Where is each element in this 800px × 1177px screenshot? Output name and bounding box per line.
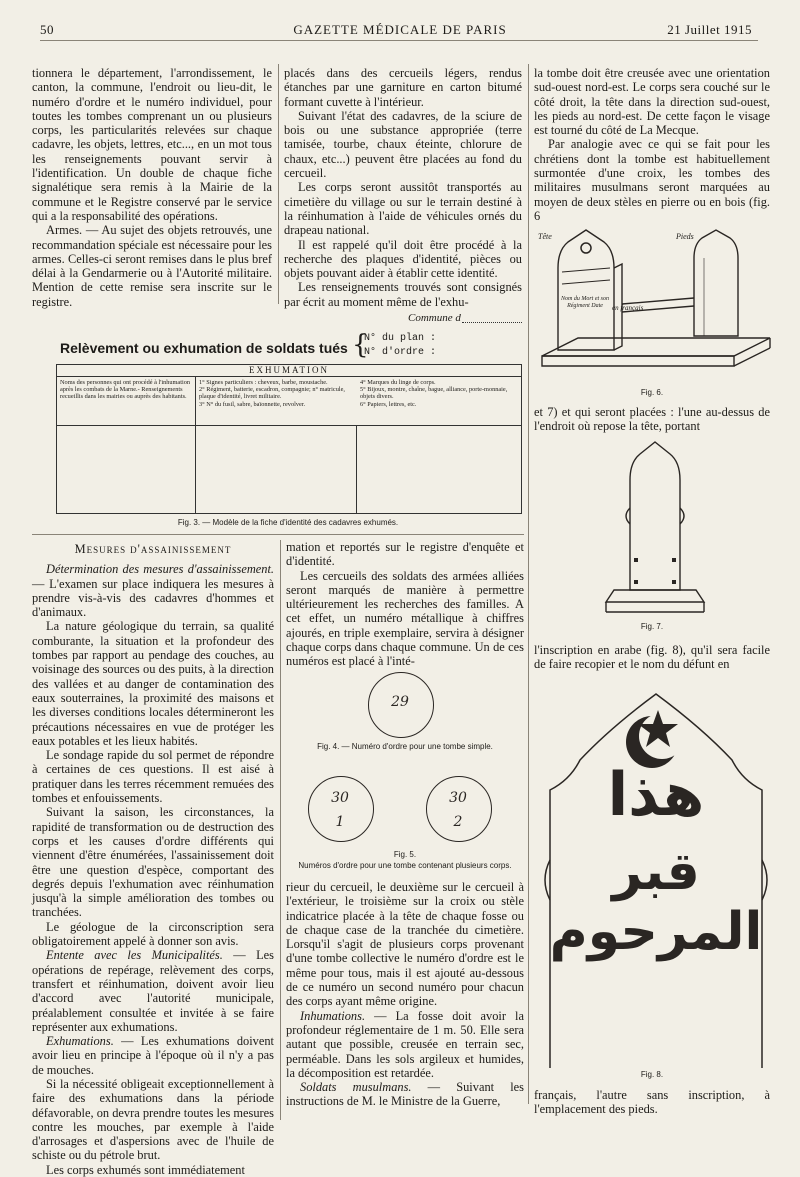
paragraph: La nature géologique du terrain, sa qualité comburante, la situation et la profondeur des tombes par rapport au pendage des couches, au voisinage des sources ou des puits, à la direction des vallées et au danger de contamination des eaux souterraines, la proximité des maisons et les diverses conditions locales détermineront les précautions nécessaires en vue de protéger les eaux potables et les lieux habités. xyxy=(32,619,274,748)
form-column-a: Noms des personnes qui ont procédé à l'inhumation après les combats de la Marne.- Renseignements recueillis dans les mairies ou auprès des habitants. xyxy=(60,379,191,401)
section-rule xyxy=(32,534,524,535)
fig5-disc-1 xyxy=(308,776,374,842)
fig5-disc-1-bottom: 1 xyxy=(335,814,345,830)
column-rule xyxy=(280,540,281,1120)
paragraph: placés dans des cercueils légers, rendus étanches par une garniture en carton bitumé formant cuvette à l'intérieur. xyxy=(284,66,522,109)
bottom-column-2-top xyxy=(286,540,524,669)
form-column-b xyxy=(196,377,356,410)
head-stele xyxy=(558,230,614,350)
section-heading: Mesures d'assainissement xyxy=(74,542,232,556)
fig5-disc-1-top: 30 xyxy=(331,790,349,806)
identity-form xyxy=(56,364,522,514)
form-item: 3° N° du fusil, sabre, baïonnette, revolver. xyxy=(199,400,306,408)
subheading: Entente avec les Municipalités. xyxy=(46,948,223,963)
form-divider xyxy=(356,425,357,513)
issue-date: 21 Juillet 1915 xyxy=(667,22,752,37)
fig6-label-francais: en français xyxy=(612,304,644,312)
fig6-label-tete: Tête xyxy=(538,232,552,241)
subheading: Exhumations. xyxy=(46,1034,114,1049)
paragraph: Suivant l'état des cadavres, de la sciure de bois ou une substance appropriée (terre tamisée, tourbe, chaux éteinte, chlorure de chaux, etc...) peuvent être placées au fond du cercueil. xyxy=(284,108,522,181)
fig6-base xyxy=(542,338,770,356)
paragraph: Les cercueils des soldats des armées alliées seront marqués de manière à permettre ultérieurement les recherches des familles. A cet effet, un numéro métallique à chiffres ajourés, en triple exemplaire, servira à désigner chaque corps dans chaque commune. Un de ces numéros est placé à l'inté- xyxy=(286,568,524,669)
paragraph: Les renseignements trouvés sont consignés par écrit au moment même de l'exhu- xyxy=(284,280,522,309)
subheading: Détermination des mesures d'assainissement. xyxy=(46,562,274,577)
form-item: 6° Papiers, lettres, etc. xyxy=(360,400,417,408)
fig6-stele-text: Nom du Mort et son Régiment Date xyxy=(561,296,609,309)
fig7-stele xyxy=(600,440,710,620)
fig6-caption: Fig. 6. xyxy=(640,388,664,397)
paragraph: Le sondage rapide du sol permet de répondre à certaines de ces questions. Il est aisé à pratiquer dans les terres récemment remuées des tombes et enfouissements. xyxy=(32,748,274,806)
fig7-caption: Fig. 7. xyxy=(640,622,664,631)
foot-stele xyxy=(694,230,738,336)
column-rule-right xyxy=(528,64,529,1104)
form-column-c xyxy=(357,377,521,410)
paragraph: Soldats musulmans. — Suivant les instructions de M. le Ministre de la Guerre, xyxy=(286,1080,525,1109)
paragraph-armes: Armes. — Au sujet des objets retrouvés, une recommandation spéciale est nécessaire pour les armes. Celles-ci seront remises dans le plus bref délai à la Gendarmerie ou à l'Autorité militaire. Mention de cette remise sera inscrite sur le registre. xyxy=(32,223,272,309)
paragraph: et 7) et qui seront placées : l'une au-dessus de l'endroit où repose la tête, portant xyxy=(534,405,770,434)
fig5-disc-2-bottom: 2 xyxy=(453,814,463,830)
paragraph: Exhumations. — Les exhumations doivent avoir lieu en principe à l'époque où il n'y a pas de mouches. xyxy=(32,1034,274,1077)
order-label: N° d'ordre : xyxy=(364,347,437,358)
fig4-caption: Fig. 4. — Numéro d'ordre pour une tombe simple. xyxy=(317,742,493,751)
paragraph: Par analogie avec ce qui se fait pour les chrétiens dont la tombe est habituellement surmontée d'une croix, les tombes des militaires musulmans seront marquées au moyen de deux stèles en pierre ou en bois (fig. 6 xyxy=(534,137,770,223)
paragraph: la tombe doit être creusée avec une orientation sud-ouest nord-est. Le corps sera couché sur le côté droit, la tête dans la direction sud-ouest, les pieds au nord-est. De cette façon le visage est tourné du côté de La Mecque. xyxy=(534,66,770,138)
subheading: Soldats musulmans. xyxy=(300,1080,412,1095)
paragraph: Le géologue de la circonscription sera obligatoirement appelé à donner son avis. xyxy=(32,919,274,949)
form-item: 2° Régiment, batterie, escadron, compagnie; n° matricule, plaque d'identité, livret militaire. xyxy=(199,386,345,401)
page-number: 50 xyxy=(40,22,54,37)
top-column-2 xyxy=(284,66,522,310)
top-column-1 xyxy=(32,66,272,309)
commune-dotted-line xyxy=(462,322,522,323)
paragraph: tionnera le département, l'arrondissement, le canton, la commune, l'endroit ou lieu-dit, le numéro d'ordre et le numéro individuel, pour toutes les tombes comprenant un ou plusieurs corps, les particularités relevées sur chaque cadavre, les objets, lettres, etc..., en un mot tous les renseignements pouvant servir à l'identification. Un double de chaque fiche signalétique sera remis à la Mairie de la commune et le Registre conservé par le service qui a la responsabilité des opérations. xyxy=(32,66,272,223)
form-row-line xyxy=(57,425,521,426)
form-title: Relèvement ou exhumation de soldats tués xyxy=(60,340,348,356)
fig4-number: 29 xyxy=(391,694,409,710)
right-column-last xyxy=(534,1088,770,1120)
form-item: 1° Signes particuliers : cheveux, barbe, moustache. xyxy=(199,379,328,386)
paragraph: rieur du cercueil, le deuxième sur le cercueil à l'extérieur, le troisième sur la croix ou stèle indicatrice placée à la tête de chaque fosse ou de chaque case de la tranchée du cimetière. Lorsqu'il s'agit de plusieurs corps provenant d'une tombe collective le numéro d'ordre est le même pour tous, mais il est ajouté au-dessous de ce numéro un second numéro pour chacun des corps ayant même origine. xyxy=(286,880,524,1009)
paragraph: Les corps exhumés sont immédiatement xyxy=(46,1162,245,1177)
paragraph: Détermination des mesures d'assainissement. — L'examen sur place indiquera les mesures à prendre vis-à-vis des cadavres d'hommes et d'animaux. xyxy=(32,562,274,620)
journal-title: GAZETTE MÉDICALE DE PARIS xyxy=(293,22,507,37)
paragraph: Inhumations. — La fosse doit avoir la profondeur réglementaire de 1 m. 50. Elle sera autant que possible, creusée en terrain sec, perméable. Dans les sols argileux et humides, la décomposition est retardée. xyxy=(286,1008,524,1080)
fig8-arabic-line-2: قبر المرحوم xyxy=(549,842,763,962)
form-item: 5° Bijoux, montre, chaîne, bague, alliance, porte-monnaie, objets divers. xyxy=(360,386,508,401)
right-column-top xyxy=(534,66,770,223)
fig3-caption: Fig. 3. — Modèle de la fiche d'identité des cadavres exhumés. xyxy=(177,518,399,527)
subheading: Inhumations. xyxy=(300,1008,366,1023)
right-column-mid xyxy=(534,405,770,437)
fig5-caption: Fig. 5. xyxy=(393,850,417,859)
fig6-label-pieds: Pieds xyxy=(676,232,694,241)
fig5-caption-detail: Numéros d'ordre pour une tombe contenant plusieurs corps. xyxy=(298,861,512,870)
bottom-column-2-bottom xyxy=(286,880,524,1120)
form-brace: { xyxy=(352,330,369,360)
paragraph: Il est rappelé qu'il doit être procédé à la recherche des plaques d'identité, pièces ou objets pouvant aider à établir cette identité. xyxy=(284,237,522,281)
form-item: 4° Marques du linge de corps. xyxy=(360,379,436,386)
paragraph: Les corps seront aussitôt transportés au cimetière du village ou sur le terrain destiné à la réinhumation à l'aide de véhicules ornés du drapeau national. xyxy=(284,180,522,238)
paragraph: Suivant la saison, les circonstances, la rapidité de transformation ou de destruction des corps et les causes d'ordre différents qui viennent d'être énumérées, l'assainissement doit être une question d'espèce, comportant des degrés depuis l'exhumation avec réinhumation jusqu'à la simple amélioration des tombes ou tranchées. xyxy=(32,805,274,920)
fig8-arabic-line-1: هذا xyxy=(607,760,705,830)
paragraph: l'inscription en arabe (fig. 8), qu'il sera facile de faire recopier et le nom du défunt en xyxy=(534,643,770,672)
header-rule xyxy=(40,40,758,41)
fig5-disc-2-top: 30 xyxy=(449,790,467,806)
fig8-caption: Fig. 8. xyxy=(640,1070,664,1079)
commune-label: Commune d xyxy=(408,312,461,324)
right-column-after-fig7 xyxy=(534,643,770,675)
column-rule xyxy=(278,64,279,304)
paragraph: Si la nécessité obligeait exceptionnellement à faire des exhumations dans la période défavorable, on devra prendre toutes les mesures contre les mouches, par exemple à l'aide d'arrosages et d'aspersions avec de l'huile de schiste ou du pétrole brut. xyxy=(32,1076,274,1163)
paragraph: français, l'autre sans inscription, à l'emplacement des pieds. xyxy=(534,1088,770,1117)
fig5-disc-2 xyxy=(426,776,492,842)
form-plan-number xyxy=(364,332,436,360)
paragraph: Entente avec les Municipalités. — Les opérations de repérage, relèvement des corps, transfert et réinhumation, doivent avoir lieu d'accord avec l'autorité municipale, préalablement consultée et invitée à se faire représenter aux exhumations. xyxy=(32,948,274,1034)
bottom-column-1 xyxy=(32,540,274,1177)
plan-label: N° du plan : xyxy=(364,333,437,344)
exhumation-label: EXHUMATION xyxy=(57,365,521,377)
paragraph: mation et reportés sur le registre d'enquête et d'identité. xyxy=(286,540,524,569)
